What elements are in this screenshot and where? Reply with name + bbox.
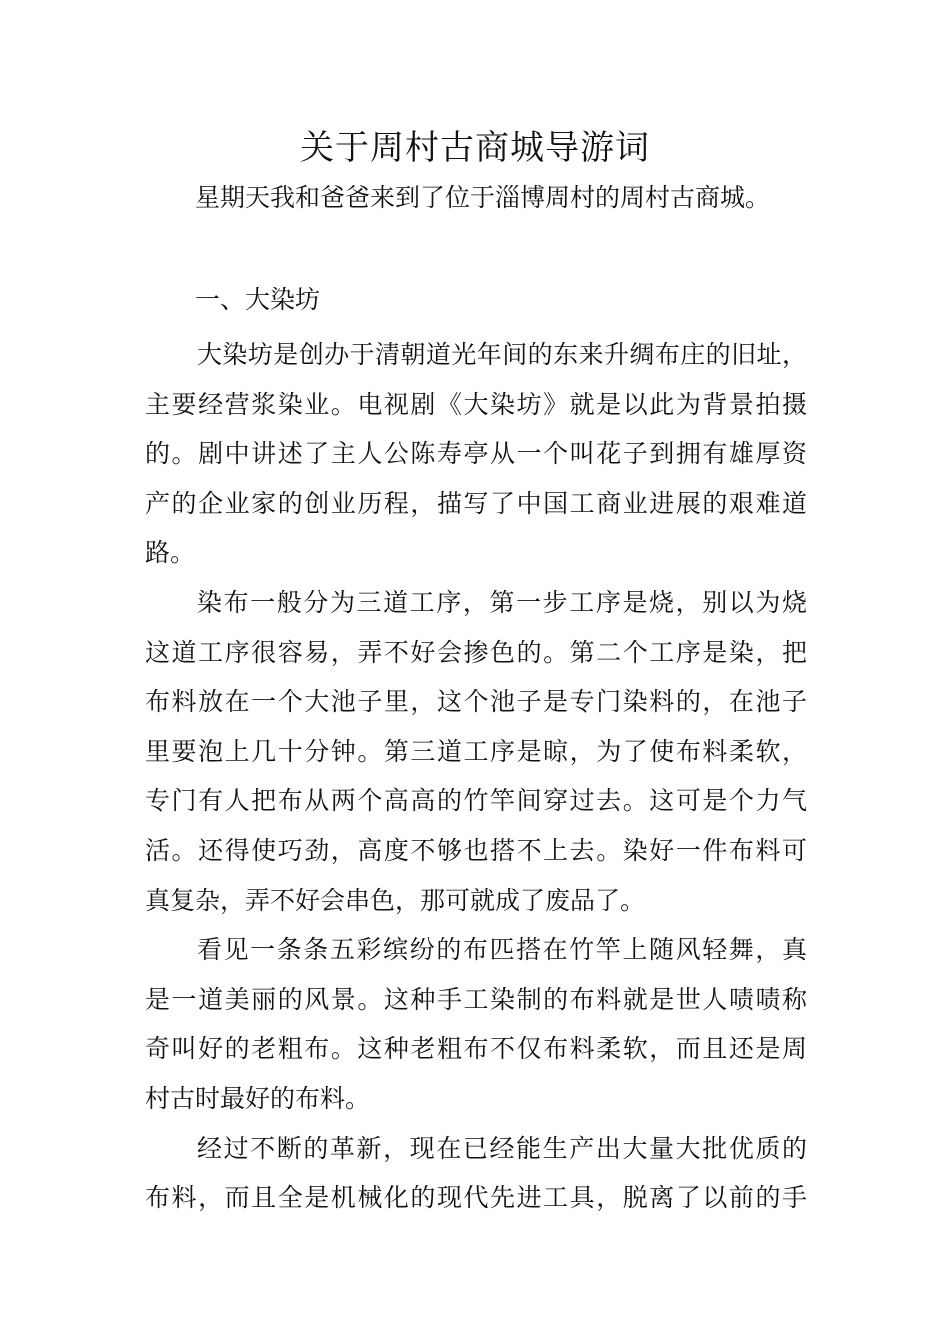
paragraph [145, 330, 807, 578]
text-line: 奇叫好的老粗布。这种老粗布不仅布料柔软，而且还是周 [145, 1034, 807, 1064]
document-title: 关于周村古商城导游词 [300, 128, 650, 168]
text-line: 是一道美丽的风景。这种手工染制的布料就是世人啧啧称 [145, 984, 807, 1014]
text-line: 主要经营浆染业。电视剧《大染坊》就是以此为背景拍摄 [145, 389, 807, 419]
paragraph [145, 578, 807, 925]
text-line: 看见一条条五彩缤纷的布匹搭在竹竿上随风轻舞，真 [197, 935, 807, 965]
text-line: 村古时最好的布料。 [145, 1083, 371, 1113]
document-subtitle: 星期天我和爸爸来到了位于淄博周村的周村古商城。 [195, 183, 771, 212]
text-line: 活。还得使巧劲，高度不够也搭不上去。染好一件布料可 [145, 835, 807, 865]
section-heading: 一、大染坊 [195, 285, 321, 314]
text-line: 布料放在一个大池子里，这个池子是专门染料的，在池子 [145, 687, 807, 717]
paragraph [145, 1124, 807, 1223]
text-line: 这道工序很容易，弄不好会掺色的。第二个工序是染，把 [145, 637, 807, 667]
text-line: 专门有人把布从两个高高的竹竿间穿过去。这可是个力气 [145, 786, 807, 816]
paragraph [145, 925, 807, 1123]
text-line: 布料，而且全是机械化的现代先进工具，脱离了以前的手 [145, 1183, 807, 1213]
text-line: 经过不断的革新，现在已经能生产出大量大批优质的 [197, 1133, 807, 1163]
text-line: 产的企业家的创业历程，描写了中国工商业进展的艰难道 [145, 488, 807, 518]
text-line: 路。 [145, 538, 196, 568]
text-line: 真复杂，弄不好会串色，那可就成了废品了。 [145, 885, 646, 915]
text-line: 染布一般分为三道工序，第一步工序是烧，别以为烧 [197, 587, 807, 617]
text-line: 大染坊是创办于清朝道光年间的东来升绸布庄的旧址， [197, 340, 807, 369]
text-line: 里要泡上几十分钟。第三道工序是晾，为了使布料柔软， [145, 736, 807, 766]
text-line: 的。剧中讲述了主人公陈寿亭从一个叫花子到拥有雄厚资 [145, 439, 807, 469]
document-body [145, 330, 807, 1223]
